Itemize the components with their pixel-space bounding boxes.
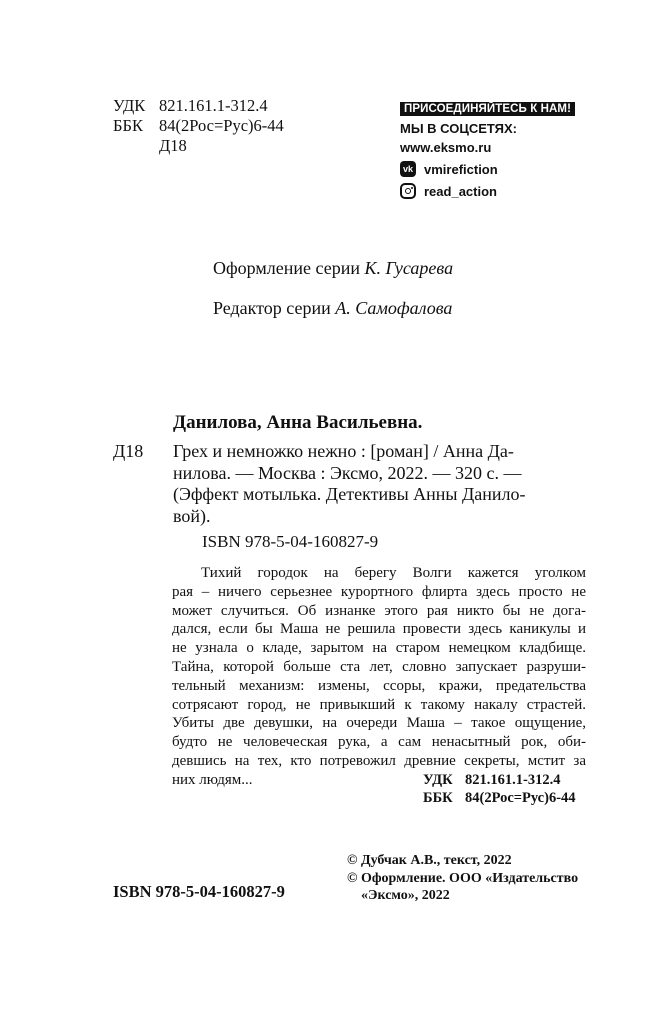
instagram-handle: read_action: [424, 183, 497, 199]
udk-row-bottom: [423, 771, 576, 789]
vk-icon: vk: [400, 161, 416, 177]
entry-description: [173, 441, 585, 527]
entry-isbn: ISBN 978-5-04-160827-9: [202, 532, 379, 551]
series-design-credit: [213, 258, 453, 279]
abstract-line: Тихий городок на берегу Волги кажется уголком: [201, 565, 586, 581]
bbk-label: ББК: [113, 116, 143, 135]
entry-line: (Эффект мотылька. Детективы Анны Данило-: [173, 484, 526, 504]
entry-line: Грех и немножко нежно : [роман] / Анна Да-: [173, 441, 514, 461]
instagram-icon: [400, 183, 416, 199]
series-editor-credit: [213, 298, 452, 319]
social-block: [400, 100, 575, 200]
instagram-row[interactable]: [400, 182, 575, 200]
copyright-line: © Оформление. ООО «Издательство: [347, 870, 579, 886]
entry-line: нилова. — Москва : Эксмо, 2022. — 320 с. —: [173, 462, 522, 483]
copyright-line: «Эксмо», 2022: [361, 888, 450, 903]
abstract-line: сотрясают город, не привыкший к такому накалу страстей.: [172, 696, 586, 713]
entry-mark: Д18: [113, 441, 144, 461]
bbk-row-bottom: [423, 789, 576, 807]
copyright-block: [347, 852, 578, 905]
udk-label: УДК: [113, 96, 146, 115]
entry-line: вой).: [173, 505, 211, 526]
entry-author: Данилова, Анна Васильевна.: [173, 412, 423, 433]
join-banner: ПРИСОЕДИНЯЙТЕСЬ К НАМ!: [400, 102, 575, 116]
classification-top: [113, 96, 284, 156]
social-subtitle: МЫ В СОЦСЕТЯХ:: [400, 121, 518, 136]
vk-handle: vmirefiction: [424, 161, 498, 177]
bbk-row: [113, 116, 284, 136]
abstract: [172, 564, 586, 790]
udk-value-bottom: 821.161.1-312.4: [465, 772, 561, 788]
abstract-line: девшись на тех, кто потревожил древние секреты, мстит за: [172, 752, 586, 769]
classification-bottom: [423, 771, 576, 807]
website-link[interactable]: www.eksmo.ru: [400, 140, 492, 155]
bbk-value-bottom: 84(2Рос=Рус)6-44: [465, 790, 576, 806]
abstract-line: будто не человеческая рука, а сам ненасытный рок, оби-: [172, 734, 586, 751]
abstract-line: дался, если бы Маша не решила провести здесь каникулы и: [172, 621, 586, 638]
abstract-line: них людям...: [172, 771, 253, 788]
udk-value: 821.161.1-312.4: [159, 96, 268, 115]
copyright-line: © Дубчак А.В., текст, 2022: [347, 853, 512, 868]
bbk-value: 84(2Рос=Рус)6-44: [159, 116, 284, 135]
abstract-line: Убиты две девушки, на очереди Маша – такое ощущение,: [172, 715, 586, 732]
abstract-line: рая – ничего серьезнее курортного флирта здесь просто не: [172, 583, 586, 600]
design-name: К. Гусарева: [364, 258, 454, 278]
udk-row: [113, 96, 284, 116]
udk-label-bottom: УДК: [423, 772, 453, 788]
isbn-bottom: ISBN 978-5-04-160827-9: [113, 882, 285, 901]
editor-name: А. Самофалова: [335, 298, 453, 318]
design-label: Оформление серии: [213, 258, 360, 278]
abstract-line: тельный механизм: измены, ссоры, кражи, предательства: [172, 677, 586, 694]
bbk-label-bottom: ББК: [423, 790, 453, 806]
author-mark: Д18: [159, 136, 187, 155]
abstract-line: может случиться. Об изнанке этого рая никто бы не дога-: [172, 602, 586, 619]
editor-label: Редактор серии: [213, 298, 331, 318]
abstract-line: не узнала о кладе, зарытом на старом немецком кладбище.: [172, 640, 586, 657]
abstract-line: Тайна, которой больше ста лет, словно запускает разруши-: [172, 658, 586, 675]
vk-row[interactable]: [400, 160, 575, 178]
